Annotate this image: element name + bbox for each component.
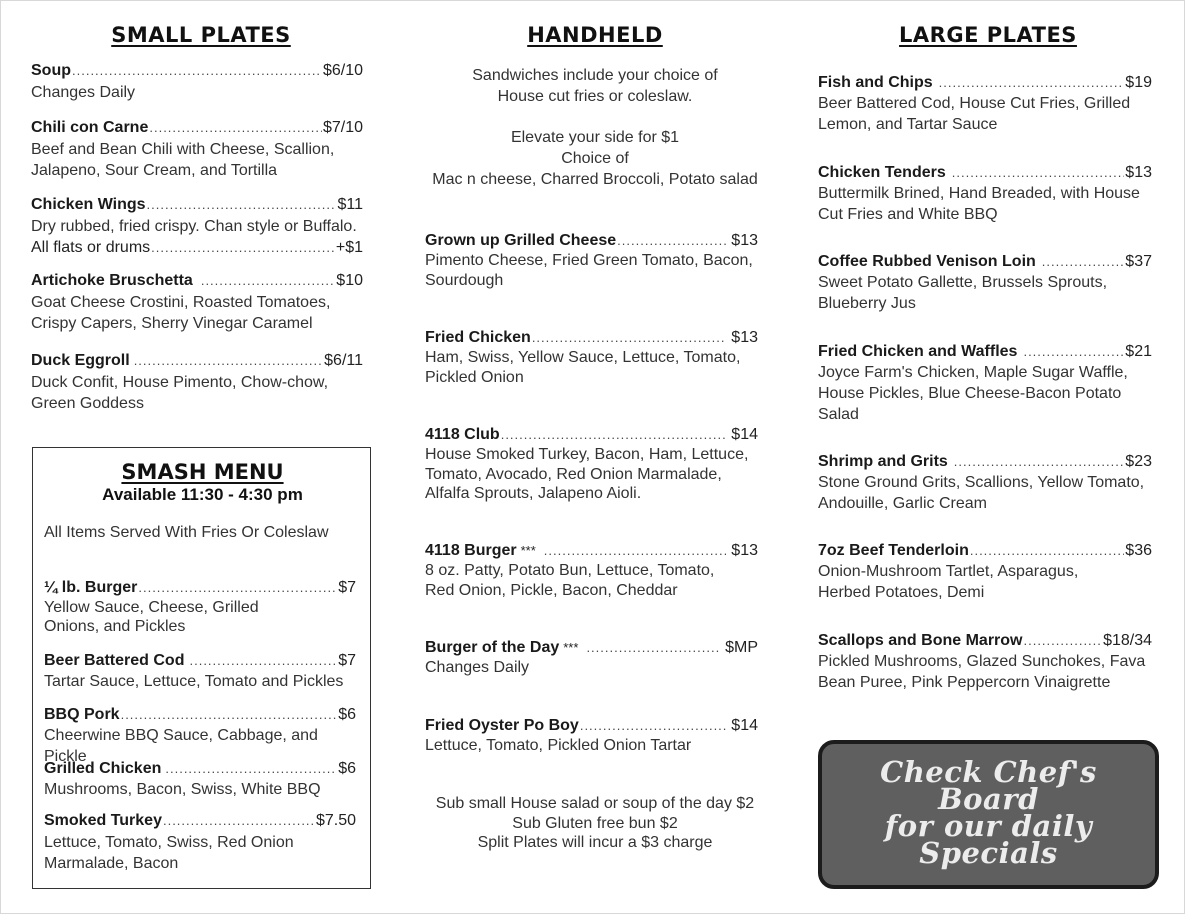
item-name: Grown up Grilled Cheese xyxy=(425,232,617,249)
item-description: House Smoked Turkey, Bacon, Ham, Lettuce, xyxy=(425,446,749,463)
item-price: $6/11 xyxy=(324,352,363,369)
item-description: Pickled Mushrooms, Glazed Sunchokes, Fava xyxy=(818,653,1146,670)
item-price: $MP xyxy=(725,639,758,656)
handheld-footer xyxy=(425,794,765,853)
menu-item xyxy=(818,72,1152,135)
item-name: Duck Eggroll xyxy=(31,352,130,369)
intro-line: Sandwiches include your choice of xyxy=(472,67,718,84)
menu-item xyxy=(818,251,1152,314)
item-description: Onions, and Pickles xyxy=(44,618,186,635)
item-description: House Pickles, Blue Cheese-Bacon Potato xyxy=(818,385,1122,402)
item-price: $7 xyxy=(338,579,356,596)
item-name: Burger of the Day xyxy=(425,639,560,656)
chalk-line: Specials xyxy=(919,836,1058,870)
chef-board-sign xyxy=(818,740,1159,889)
item-name: BBQ Pork xyxy=(44,706,120,723)
item-price: $21 xyxy=(1125,343,1152,360)
item-marker: *** xyxy=(563,640,579,655)
item-description: Pimento Cheese, Fried Green Tomato, Bacon, xyxy=(425,252,753,269)
menu-item xyxy=(31,270,363,334)
item-description: Changes Daily xyxy=(31,84,136,101)
item-description: 8 oz. Patty, Potato Bun, Lettuce, Tomato, xyxy=(425,562,715,579)
menu-item xyxy=(818,630,1152,693)
item-price: $18/34 xyxy=(1103,632,1152,649)
item-description: Alfalfa Sprouts, Jalapeno Aioli. xyxy=(425,485,642,502)
footer-line: Sub Gluten free bun $2 xyxy=(512,814,678,832)
chalk-line: Board xyxy=(938,782,1039,816)
menu-item xyxy=(425,230,758,290)
item-price: $23 xyxy=(1125,453,1152,470)
menu-item xyxy=(425,637,758,678)
menu-item xyxy=(818,451,1152,514)
item-name: Scallops and Bone Marrow xyxy=(818,632,1023,649)
item-price: $10 xyxy=(336,272,363,289)
item-description: Green Goddess xyxy=(31,395,144,412)
item-description: Red Onion, Pickle, Bacon, Cheddar xyxy=(425,581,678,599)
item-name: Shrimp and Grits xyxy=(818,453,948,470)
item-description: Bean Puree, Pink Peppercorn Vinaigrette xyxy=(818,674,1111,691)
item-description: Yellow Sauce, Cheese, Grilled xyxy=(44,599,259,616)
item-price: $13 xyxy=(731,542,758,559)
item-description: Duck Confit, House Pimento, Chow-chow, xyxy=(31,374,329,391)
item-name: Soup xyxy=(31,62,71,79)
menu-item xyxy=(818,540,1152,603)
menu-item xyxy=(818,162,1152,225)
item-description: Joyce Farm's Chicken, Maple Sugar Waffle, xyxy=(818,364,1128,381)
item-description: Sourdough xyxy=(425,271,504,289)
item-description: Lettuce, Tomato, Pickled Onion Tartar xyxy=(425,737,692,754)
item-price: $36 xyxy=(1125,542,1152,559)
item-description: Cheerwine BBQ Sauce, Cabbage, and Pickle xyxy=(44,727,318,765)
item-price: $7 xyxy=(338,652,356,669)
item-name: Artichoke Bruschetta xyxy=(31,272,193,289)
item-marker: *** xyxy=(520,543,536,558)
item-description: Sweet Potato Gallette, Brussels Sprouts, xyxy=(818,274,1108,291)
menu-item xyxy=(818,341,1152,425)
item-name: Fried Chicken and Waffles xyxy=(818,343,1018,360)
item-description: Lemon, and Tartar Sauce xyxy=(818,116,998,133)
item-description: Ham, Swiss, Yellow Sauce, Lettuce, Tomato, xyxy=(425,349,741,366)
item-description: Changes Daily xyxy=(425,659,530,676)
item-description: Herbed Potatoes, Demi xyxy=(818,584,985,601)
item-name: 4118 Burger xyxy=(425,542,517,559)
item-name: Beer Battered Cod xyxy=(44,652,185,669)
large-plates-heading: LARGE PLATES xyxy=(899,23,1077,47)
smash-menu-title: SMASH MENU xyxy=(121,460,284,484)
item-description: Dry rubbed, fried crispy. Chan style or Buffalo. xyxy=(31,218,357,235)
item-description: Buttermilk Brined, Hand Breaded, with House xyxy=(818,185,1140,202)
item-name: Fish and Chips xyxy=(818,74,933,91)
item-price: $14 xyxy=(731,717,758,734)
item-description: Onion-Mushroom Tartlet, Asparagus, xyxy=(818,563,1079,580)
item-name: 7oz Beef Tenderloin xyxy=(818,542,969,559)
item-name: Chili con Carne xyxy=(31,119,149,136)
intro-line: House cut fries or coleslaw. xyxy=(497,88,693,105)
upgrade-line: Mac n cheese, Charred Broccoli, Potato salad xyxy=(432,171,758,188)
menu-item xyxy=(44,810,356,874)
side-upgrade-note xyxy=(425,127,765,190)
handheld-heading: HANDHELD xyxy=(527,23,663,47)
item-price: $7.50 xyxy=(315,812,356,829)
item-description: Lettuce, Tomato, Swiss, Red Onion xyxy=(44,834,294,851)
item-description: Crispy Capers, Sherry Vinegar Caramel xyxy=(31,315,313,332)
item-description: Tomato, Avocado, Red Onion Marmalade, xyxy=(425,465,722,483)
item-description: Stone Ground Grits, Scallions, Yellow Tomato, xyxy=(818,474,1145,491)
menu-item xyxy=(44,758,356,800)
item-price: $6 xyxy=(338,706,356,723)
item-price: $6 xyxy=(338,760,356,777)
item-description: Jalapeno, Sour Cream, and Tortilla xyxy=(31,162,278,179)
menu-item xyxy=(425,327,758,387)
item-description: Goat Cheese Crostini, Roasted Tomatoes, xyxy=(31,294,331,311)
item-price: $37 xyxy=(1125,253,1152,270)
item-price: $6/10 xyxy=(322,62,363,79)
chalk-line: for our daily xyxy=(884,809,1093,843)
footer-line: Split Plates will incur a $3 charge xyxy=(477,834,713,851)
menu-item xyxy=(31,350,363,414)
item-description: Tartar Sauce, Lettuce, Tomato and Pickles xyxy=(44,673,344,690)
small-plates-heading: SMALL PLATES xyxy=(111,23,291,47)
footer-line: Sub small House salad or soup of the day $2 xyxy=(435,795,755,812)
item-description: Beer Battered Cod, House Cut Fries, Grilled xyxy=(818,95,1131,112)
item-description: Pickled Onion xyxy=(425,368,524,386)
item-price: $13 xyxy=(731,232,758,249)
item-name: Grilled Chicken xyxy=(44,760,162,777)
menu-item xyxy=(425,540,758,600)
item-description: Andouille, Garlic Cream xyxy=(818,495,987,512)
item-description: Beef and Bean Chili with Cheese, Scallion, xyxy=(31,141,335,158)
item-name: ¼ lb. Burger xyxy=(44,579,138,596)
menu-item xyxy=(425,424,758,504)
menu-item xyxy=(44,577,356,636)
item-description: Cut Fries and White BBQ xyxy=(818,206,998,223)
menu-item xyxy=(31,60,363,103)
item-name: Coffee Rubbed Venison Loin xyxy=(818,253,1036,270)
item-description: Marmalade, Bacon xyxy=(44,855,179,872)
upgrade-line: Elevate your side for $1 xyxy=(510,129,680,146)
item-description: Salad xyxy=(818,406,859,423)
item-price: $13 xyxy=(731,329,758,346)
item-name: 4118 Club xyxy=(425,426,500,443)
smash-menu-note: All Items Served With Fries Or Coleslaw xyxy=(44,524,329,541)
item-name: Chicken Wings xyxy=(31,196,146,213)
menu-item xyxy=(31,194,363,258)
item-option: All flats or drums xyxy=(31,239,151,256)
item-option-price: +$1 xyxy=(335,239,363,256)
upgrade-line: Choice of xyxy=(561,150,629,167)
item-description: Mushrooms, Bacon, Swiss, White BBQ xyxy=(44,781,321,798)
item-price: $19 xyxy=(1125,74,1152,91)
menu-item xyxy=(44,650,356,692)
item-name: Fried Chicken xyxy=(425,329,531,346)
item-price: $11 xyxy=(337,196,363,213)
item-price: $13 xyxy=(1125,164,1152,181)
item-name: Chicken Tenders xyxy=(818,164,946,181)
menu-item xyxy=(425,715,758,756)
item-description: Blueberry Jus xyxy=(818,295,916,312)
item-price: $7/10 xyxy=(322,119,363,136)
smash-menu-box xyxy=(32,447,371,889)
menu-item xyxy=(31,117,363,181)
item-price: $14 xyxy=(731,426,758,443)
handheld-intro xyxy=(425,65,765,107)
item-name: Fried Oyster Po Boy xyxy=(425,717,579,734)
chalk-line: Check Chef's xyxy=(880,755,1097,789)
item-name: Smoked Turkey xyxy=(44,812,162,829)
smash-menu-hours: Available 11:30 - 4:30 pm xyxy=(102,485,303,504)
